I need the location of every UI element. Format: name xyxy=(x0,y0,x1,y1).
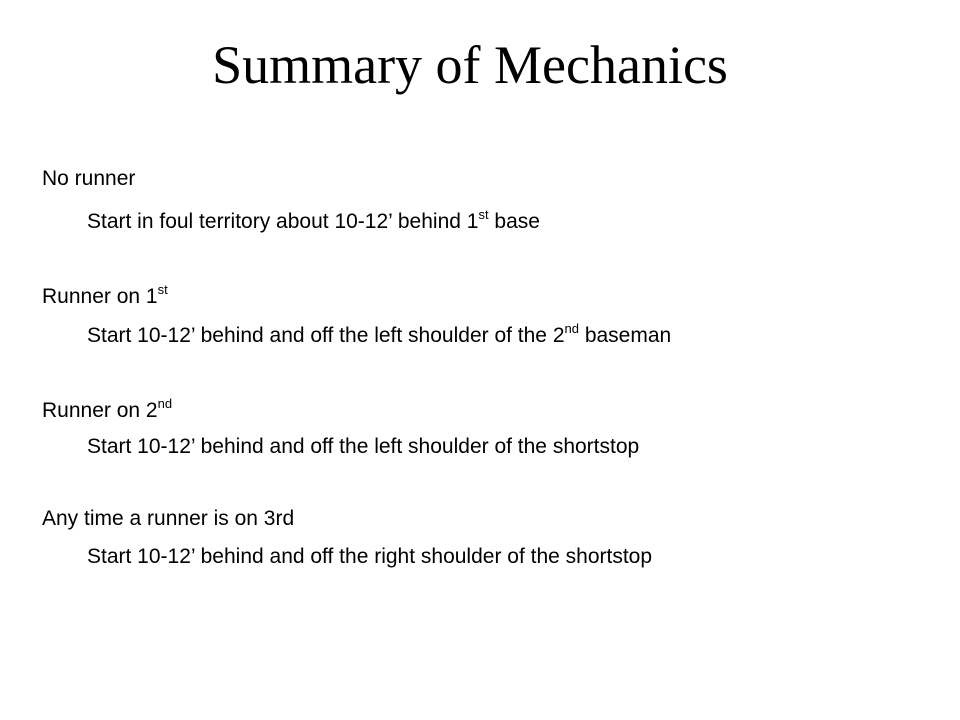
detail-ordinal-suffix: nd xyxy=(564,321,579,336)
detail-text: Start 10-12’ behind and off the left shoulder of the shortstop xyxy=(87,435,640,458)
section-heading-runner-on-third xyxy=(42,506,294,532)
detail-text: Start in foul territory about 10-12’ behind 1 xyxy=(87,210,479,233)
detail-text: Start 10-12’ behind and off the left shoulder of the 2 xyxy=(87,324,565,347)
section-detail-runner-on-third xyxy=(87,544,652,570)
section-detail-runner-on-second xyxy=(87,434,639,460)
detail-tail: baseman xyxy=(578,324,672,347)
detail-ordinal-suffix: st xyxy=(478,207,489,222)
section-detail-runner-on-first xyxy=(87,323,671,349)
heading-text: Runner on 2 xyxy=(42,399,158,422)
detail-text: Start 10-12’ behind and off the right shoulder of the shortstop xyxy=(87,545,653,568)
heading-text: Any time a runner is on 3rd xyxy=(42,507,295,530)
heading-text: Runner on 1 xyxy=(42,285,158,308)
section-detail-no-runner xyxy=(87,209,540,235)
detail-tail: base xyxy=(488,210,540,233)
heading-ordinal-suffix: st xyxy=(157,282,168,297)
heading-text: No runner xyxy=(42,167,136,190)
heading-ordinal-suffix: nd xyxy=(157,396,173,411)
section-heading-no-runner xyxy=(42,166,135,192)
section-heading-runner-on-second xyxy=(42,398,172,424)
slide-title: Summary of Mechanics xyxy=(212,35,728,95)
section-heading-runner-on-first xyxy=(42,284,168,310)
